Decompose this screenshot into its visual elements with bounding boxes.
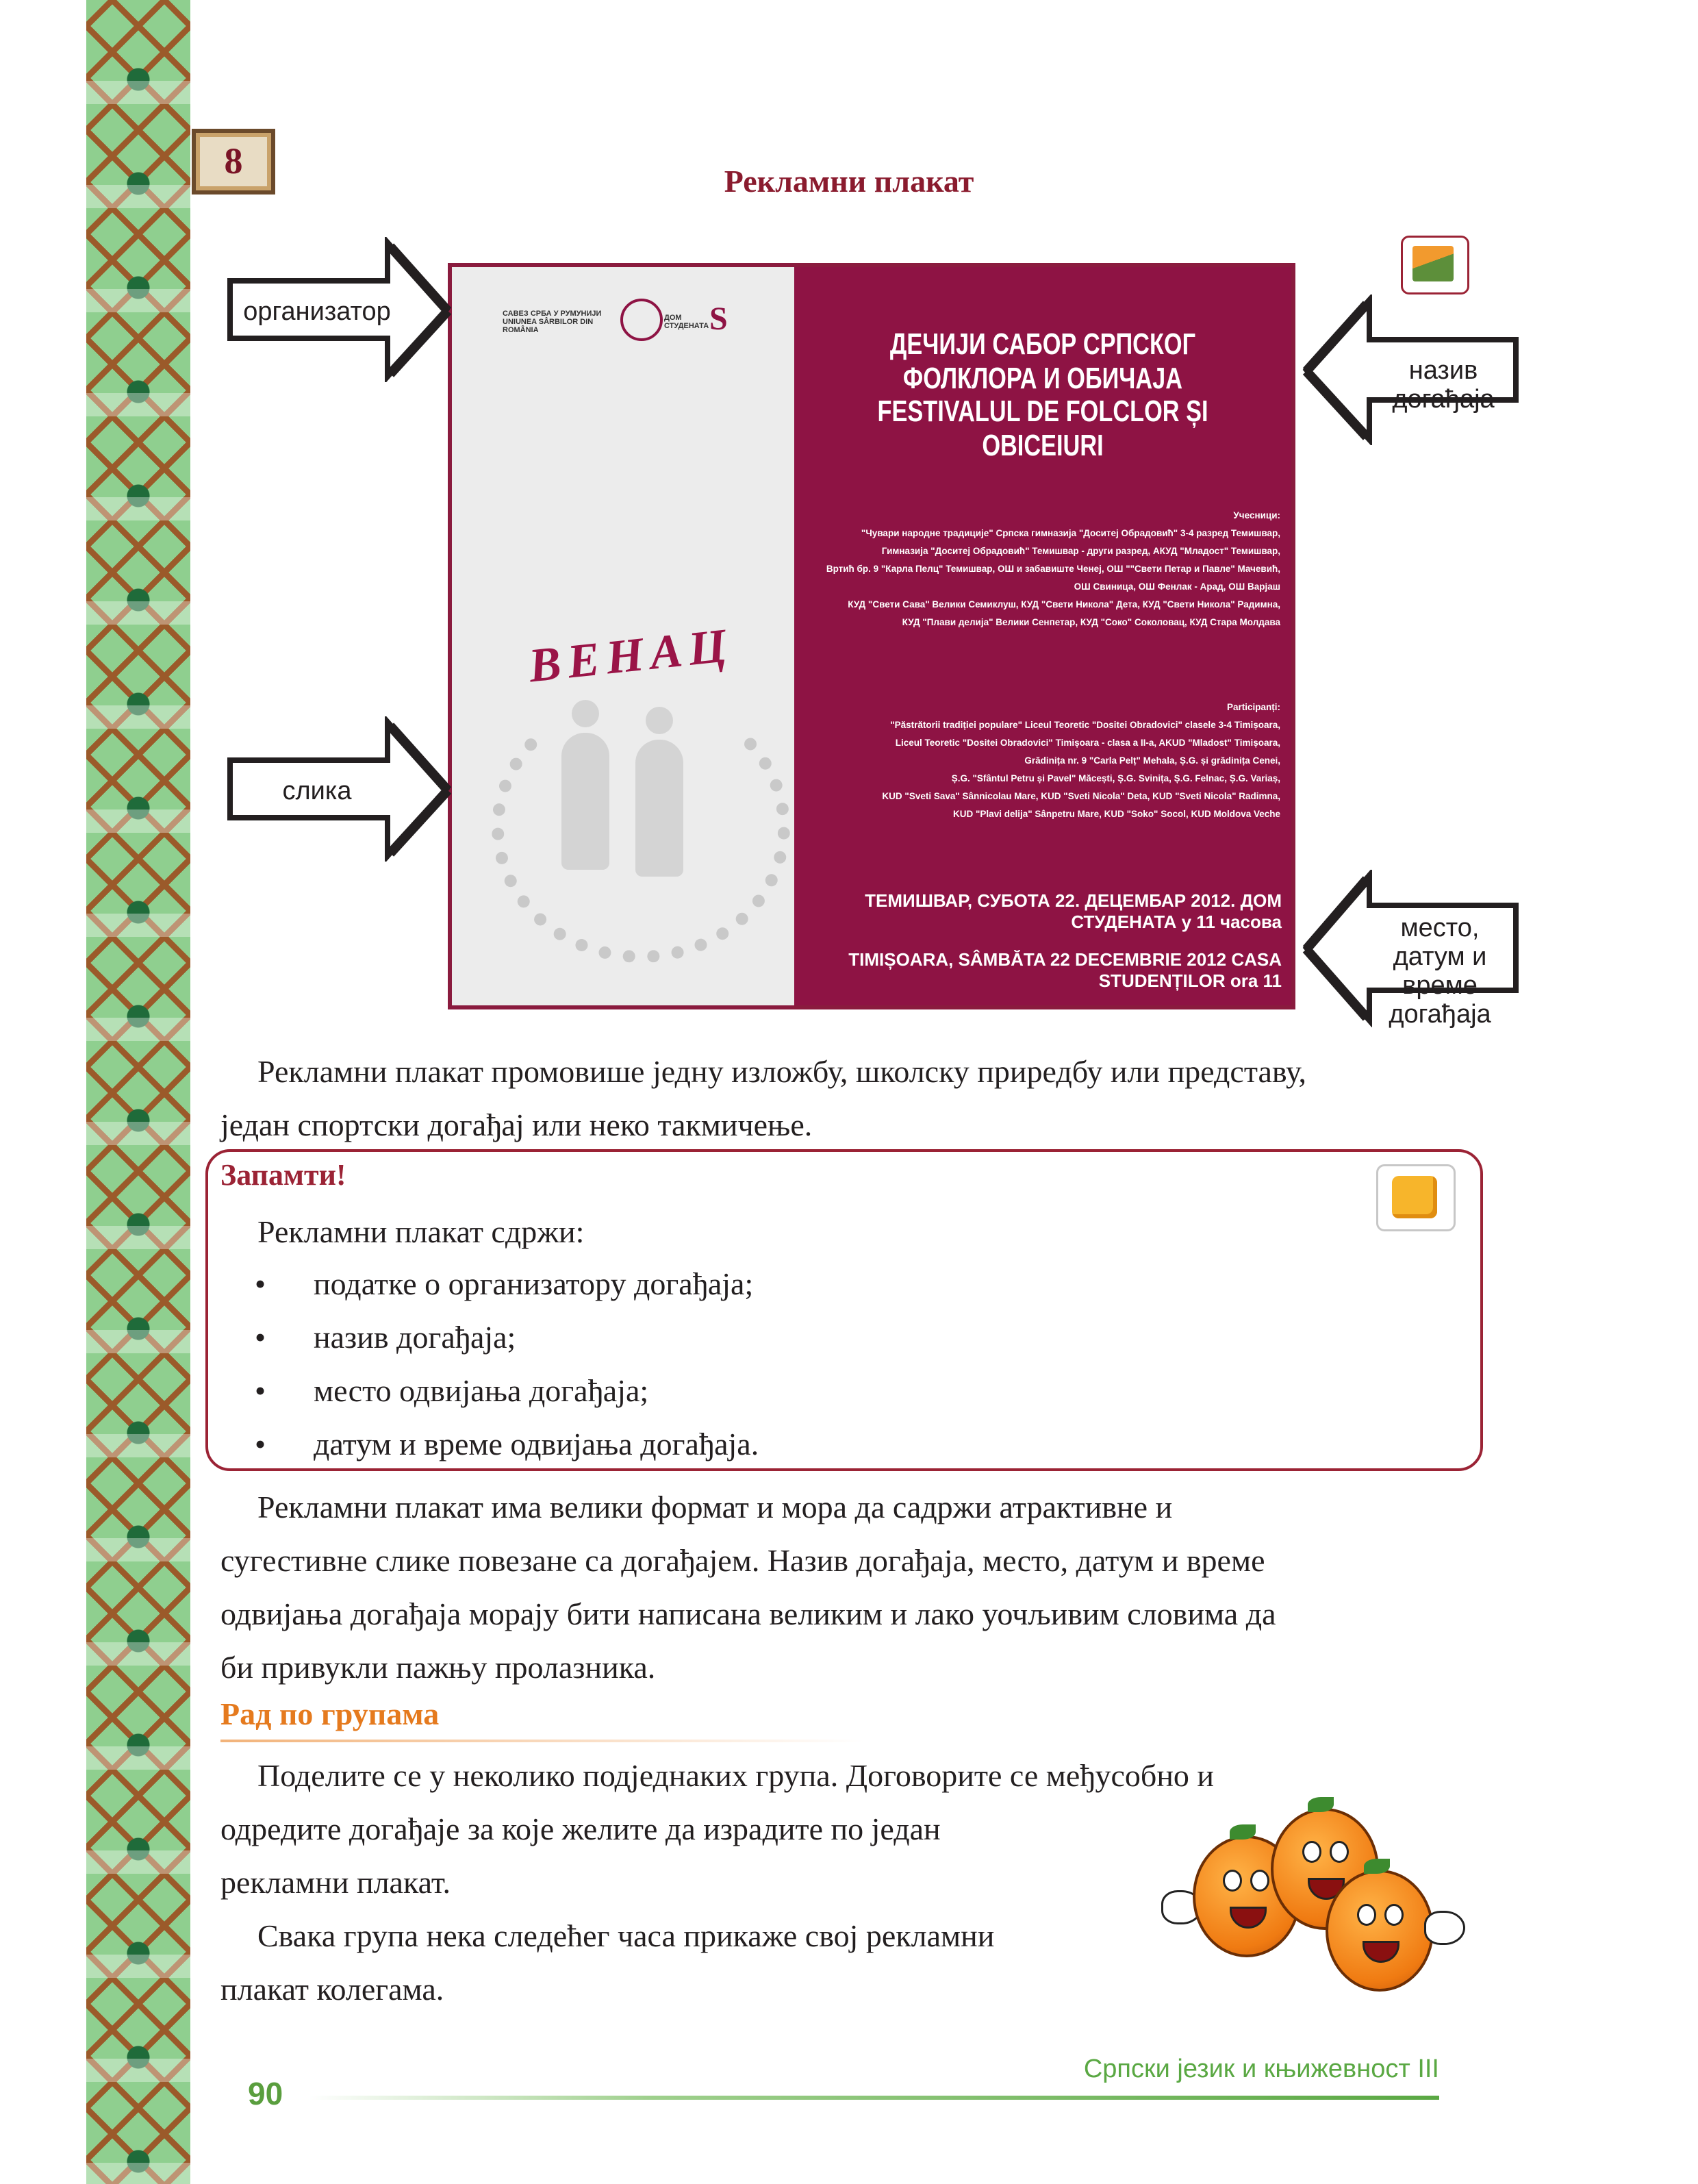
puzzle-icon [1376, 1164, 1456, 1231]
remember-item: датум и време одвијања догађаја. [314, 1427, 759, 1461]
intro-line-2: један спортски догађај или неко такмичење. [220, 1107, 813, 1142]
poster-title-ro: FESTIVALUL DE FOLCLOR ȘI OBICEIURI [877, 394, 1208, 462]
book-title: Српски језик и књижевност III [1083, 2055, 1439, 2083]
participants-line: Вртић бр. 9 "Карла Пелц" Темишвар, ОШ и забавиште Ченеј, ОШ ""Свети Петар и Павле" Мачевић, [826, 564, 1280, 574]
participants-line: KUD "Plavi delija" Sânpetru Mare, KUD "Soko" Socol, KUD Moldova Veche [953, 809, 1280, 819]
bullet-icon: • [255, 1320, 266, 1355]
participants-line: Grădinița nr. 9 "Carla Pelț" Mehala, Ș.G. și grădinița Cenei, [1024, 755, 1280, 766]
poster-footer-sr: ТЕМИШВАР, СУБОТА 22. ДЕЦЕМБАР 2012. ДОМ СТУДЕНАТА у 11 часова [865, 890, 1282, 932]
decorative-border-overlay [86, 0, 190, 2184]
heading-underline [220, 1740, 864, 1742]
remember-lead: Рекламни плакат сдржи: [257, 1214, 585, 1249]
orange-character [1326, 1870, 1434, 1992]
chapter-badge: 8 [192, 129, 275, 194]
participants-ro [801, 699, 1280, 823]
arrow-label-image: слика [282, 777, 352, 805]
group-work-line: рекламни плакат. [220, 1865, 451, 1900]
organizer-name-2: ДОМ СТУДЕНАТА [664, 314, 709, 330]
orange-characters-illustration [1161, 1794, 1469, 2013]
remember-item: место одвијања догађаја; [314, 1373, 649, 1408]
remember-box [205, 1149, 1483, 1471]
group-work-line: Поделите се у неколико подједнаких група. Договорите се међусобно и [257, 1758, 1215, 1793]
body-line: би привукли пажњу пролазника. [220, 1650, 656, 1685]
participants-line: "Păstrătorii tradiției populare" Liceul Teoretic "Dositei Obradovici" clasele 3-4 Timișoara, [890, 720, 1280, 730]
remember-title: Запамти! [220, 1158, 346, 1192]
body-line: одвијања догађаја морају бити написана великим и лако уочљивим словима да [220, 1596, 1276, 1631]
picture-icon [1401, 236, 1469, 294]
page-number: 90 [248, 2076, 283, 2111]
group-work-line: одредите догађаје за које желите да израдите по један [220, 1811, 941, 1846]
dancer-image [646, 707, 673, 734]
participants-line: KUD "Sveti Sava" Sânnicolau Mare, KUD "Sveti Nicola" Deta, KUD "Sveti Nicola" Radimna, [882, 791, 1280, 801]
dancer-image [572, 700, 599, 727]
poster-footer-ro: TIMIȘOARA, SÂMBĂTA 22 DECEMBRIE 2012 CASA STUDENȚILOR ora 11 [848, 949, 1282, 991]
poster-title-sr: ДЕЧИЈИ САБОР СРПСКОГ ФОЛКЛОРА И ОБИЧАЈА [889, 327, 1196, 395]
remember-item: податке о организатору догађаја; [314, 1266, 754, 1301]
poster [448, 263, 1295, 1009]
bullet-icon: • [255, 1427, 266, 1461]
organizer-name-1: САВЕЗ СРБА У РУМУНИЈИ UNIUNEA SÂRBILOR DIN ROMÂNIA [503, 310, 602, 334]
tree-logo-icon [620, 299, 663, 341]
participants-line: Participanți: [1226, 702, 1280, 712]
participants-line: Гимназија "Доситеј Обрадовић" Темишвар - други разред, АКУД "Младост" Темишвар, [881, 546, 1280, 556]
participants-line: "Чувари народне традиције" Српска гимназија "Доситеј Обрадовић" 3-4 разред Темишвар, [861, 528, 1280, 538]
bullet-icon: • [255, 1266, 266, 1301]
arrow-label-organizer: организатор [243, 297, 391, 326]
participants-line: ОШ Свиница, ОШ Фенлак - Арад, ОШ Варјаш [1074, 581, 1280, 592]
participants-sr [801, 507, 1280, 631]
participants-line: КУД "Свети Сава" Велики Семиклуш, КУД "Свети Никола" Дета, КУД "Свети Никола" Радимна, [848, 599, 1280, 610]
remember-item: назив догађаја; [314, 1320, 516, 1355]
participants-line: Ș.G. "Sfântul Petru și Pavel" Măcești, Ș.G. Svinița, Ș.G. Felnac, Ș.G. Variaș, [951, 773, 1280, 783]
participants-line: Учесници: [1233, 510, 1280, 520]
venac-logo-text: ВЕНАЦ [526, 618, 736, 693]
arrow-label-place-date [1363, 914, 1517, 1029]
body-line: Рекламни плакат има велики формат и мора да садржи атрактивне и [257, 1490, 1173, 1524]
body-line: сугестивне слике повезане са догађајем. Назив догађаја, место, датум и време [220, 1543, 1265, 1578]
s-logo-icon: S [709, 301, 728, 337]
participants-line: Liceul Teoretic "Dositei Obradovici" Timișoara - clasa a II-a, AKUD "Mladost" Timișoara, [895, 738, 1280, 748]
arrow-label-line: место, датум и [1393, 914, 1487, 971]
group-work-heading: Рад по групама [220, 1696, 440, 1731]
poster-left-panel [452, 267, 794, 1005]
poster-right-panel [794, 267, 1291, 1005]
page-title: Рекламни плакат [724, 164, 974, 199]
footer-divider [309, 2096, 1439, 2100]
group-work-line: Свака група нека следећег часа прикаже свој рекламни [257, 1918, 995, 1953]
intro-line-1: Рекламни плакат промовише једну изложбу, школску приредбу или представу, [257, 1054, 1306, 1089]
dancer-image [561, 733, 609, 870]
arrow-label-line: време догађаја [1389, 971, 1491, 1029]
group-work-line: плакат колегама. [220, 1972, 444, 2007]
bullet-icon: • [255, 1373, 266, 1408]
arrow-label-event-name: назив догађаја [1392, 356, 1495, 414]
glove-icon [1424, 1911, 1465, 1945]
participants-line: КУД "Плави делија" Велики Сенпетар, КУД "Соко" Соколовац, КУД Стара Молдава [902, 617, 1280, 627]
dancer-image [635, 740, 683, 877]
